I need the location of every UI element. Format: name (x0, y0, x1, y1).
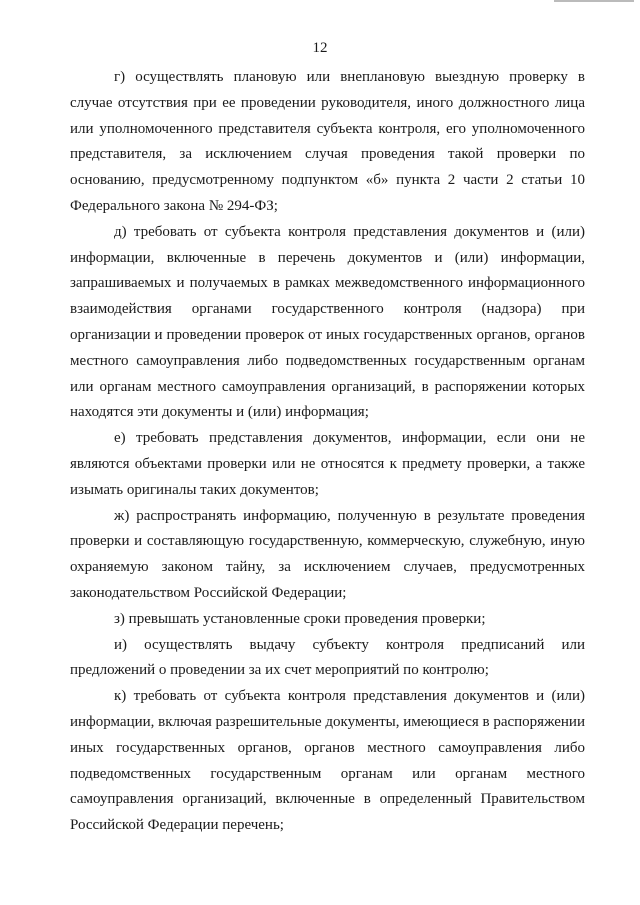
paragraph-i: и) осуществлять выдачу субъекту контроля предписаний или предложений о проведении за их счет мероприятий по контролю; (70, 636, 585, 679)
paragraph-d: д) требовать от субъекта контроля представления документов и (или) информации, включенные в перечень документов и (или) информации, запрашиваемых и получаемых в рамках межведомственного информационного взаимодействия органами государственного контроля (надзора) при организации и проведении проверок от иных государственных органов, органов местного самоуправления либо подведомственных государственным органам или органам местного самоуправления организаций, в распоряжении которых находятся эти документы и (или) информация; (70, 223, 585, 421)
paragraph-z: з) превышать установленные сроки проведения проверки; (114, 610, 486, 627)
scan-edge-mark (554, 0, 634, 2)
paragraph-e: е) требовать представления документов, информации, если они не являются объектами проверки или не относятся к предмету проверки, а также изымать оригиналы таких документов; (70, 430, 585, 498)
page-number: 12 (312, 40, 328, 56)
document-body (70, 65, 585, 839)
paragraph-zh: ж) распространять информацию, полученную в результате проведения проверки и составляющую государственную, коммерческую, служебную, иную охраняемую законом тайну, за исключением случаев, предусмотренных законодательством Российской Федерации; (70, 507, 585, 601)
paragraph-g: г) осуществлять плановую или внеплановую выездную проверку в случае отсутствия при ее проведении руководителя, иного должностного лица или уполномоченного представителя субъекта контроля, его уполномоченного представителя, за исключением случая проведения такой проверки по основанию, предусмотренному подпунктом «б» пункта 2 части 2 статьи 10 Федерального закона № 294-ФЗ; (70, 69, 585, 214)
paragraph-k: к) требовать от субъекта контроля представления документов и (или) информации, включая разрешительные документы, имеющиеся в распоряжении иных государственных органов, органов местного самоуправления либо подведомственных государственным органам или органам местного самоуправления организаций, включенные в определенный Правительством Российской Федерации перечень; (70, 688, 585, 834)
